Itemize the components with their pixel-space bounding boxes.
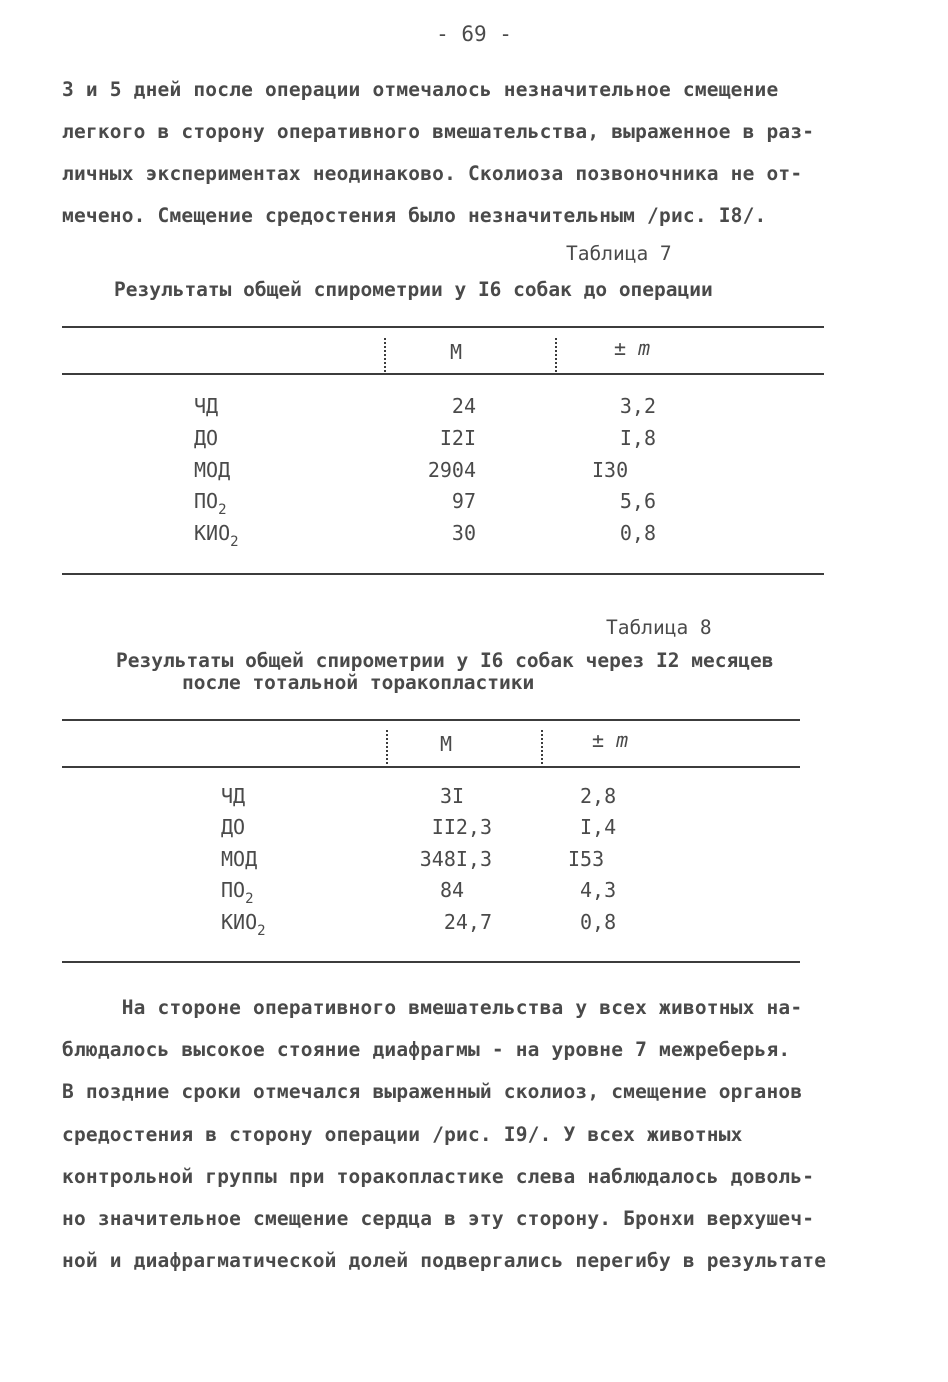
row-value-m: 30 (451, 521, 476, 545)
intro-line: личных экспериментах неодинаково. Сколиоза позвоночника не от- (62, 162, 803, 185)
table-header-rule (62, 373, 824, 375)
outro-line: но значительное смещение сердца в эту сторону. Бронхи верхушеч- (62, 1207, 815, 1230)
outro-line: На стороне оперативного вмешательства у всех животных на- (62, 996, 803, 1019)
table-bottom-rule (62, 573, 824, 575)
row-value-pm: I30 (592, 458, 629, 482)
table-top-rule (62, 326, 824, 328)
column-header-m: М (440, 732, 453, 756)
row-value-m: II2,3 (431, 815, 492, 839)
subscript: 2 (245, 891, 254, 907)
row-value-pm: I,4 (580, 815, 617, 839)
row-value-pm: 0,8 (619, 521, 656, 545)
outro-line: средостения в сторону операции /рис. I9/. У всех животных (62, 1123, 743, 1146)
row-label: $КИО_2$ (194, 521, 239, 550)
column-header-pm: ± m (614, 336, 651, 360)
row-label: ЧД (194, 394, 219, 418)
outro-line: контрольной группы при торакопластике слева наблюдалось доволь- (62, 1165, 815, 1188)
intro-line: 3 и 5 дней после операции отмечалось незначительное смещение (62, 78, 779, 101)
outro-line: В поздние сроки отмечался выраженный сколиоз, смещение органов (62, 1080, 803, 1103)
row-label: $ПО_2$ (194, 489, 227, 518)
row-label: МОД (221, 847, 258, 871)
page-number: - 69 - (436, 22, 512, 46)
column-header-m: М (450, 340, 463, 364)
row-value-pm: 2,8 (580, 784, 617, 808)
table-header-rule (62, 766, 800, 768)
row-label: МОД (194, 458, 231, 482)
row-value-m: 24 (451, 394, 476, 418)
column-separator (541, 730, 543, 764)
row-value-m: 24,7 (443, 910, 492, 934)
outro-line: ной и диафрагматической долей подвергались перегибу в результате (62, 1249, 827, 1272)
table-title: Результаты общей спирометрии у I6 собак через I2 месяцев (116, 649, 774, 672)
row-label: $КИО_2$ (221, 910, 266, 939)
row-value-m: 348I,3 (419, 847, 492, 871)
row-value-pm: I,8 (619, 426, 656, 450)
row-value-m: 84 (440, 878, 465, 902)
table-bottom-rule (62, 961, 800, 963)
subscript: 2 (257, 923, 266, 939)
column-separator (386, 730, 388, 764)
subscript: 2 (218, 502, 227, 518)
row-value-pm: 4,3 (580, 878, 617, 902)
row-value-pm: 0,8 (580, 910, 617, 934)
table-number-label: Таблица 7 (566, 242, 672, 265)
table-number-label: Таблица 8 (606, 616, 712, 639)
table-top-rule (62, 719, 800, 721)
intro-line: мечено. Смещение средостения было незначительным /рис. I8/. (62, 204, 767, 227)
table-title-continued: после тотальной торакопластики (182, 671, 535, 694)
subscript: 2 (230, 534, 239, 550)
row-value-pm: 5,6 (619, 489, 656, 513)
intro-line: легкого в сторону оперативного вмешательства, выраженное в раз- (62, 120, 815, 143)
row-label: ЧД (221, 784, 246, 808)
row-value-pm: I53 (568, 847, 605, 871)
column-separator (555, 338, 557, 372)
column-separator (384, 338, 386, 372)
row-value-m: 2904 (427, 458, 476, 482)
row-value-m: 97 (451, 489, 476, 513)
column-header-pm: ± m (592, 728, 629, 752)
row-label: $ПО_2$ (221, 878, 254, 907)
row-value-pm: 3,2 (619, 394, 656, 418)
row-label: ДО (221, 815, 246, 839)
row-value-m: 3I (440, 784, 465, 808)
outro-line: блюдалось высокое стояние диафрагмы - на уровне 7 межреберья. (62, 1038, 791, 1061)
table-title: Результаты общей спирометрии у I6 собак до операции (114, 278, 713, 301)
row-value-m: I2I (439, 426, 476, 450)
row-label: ДО (194, 426, 219, 450)
